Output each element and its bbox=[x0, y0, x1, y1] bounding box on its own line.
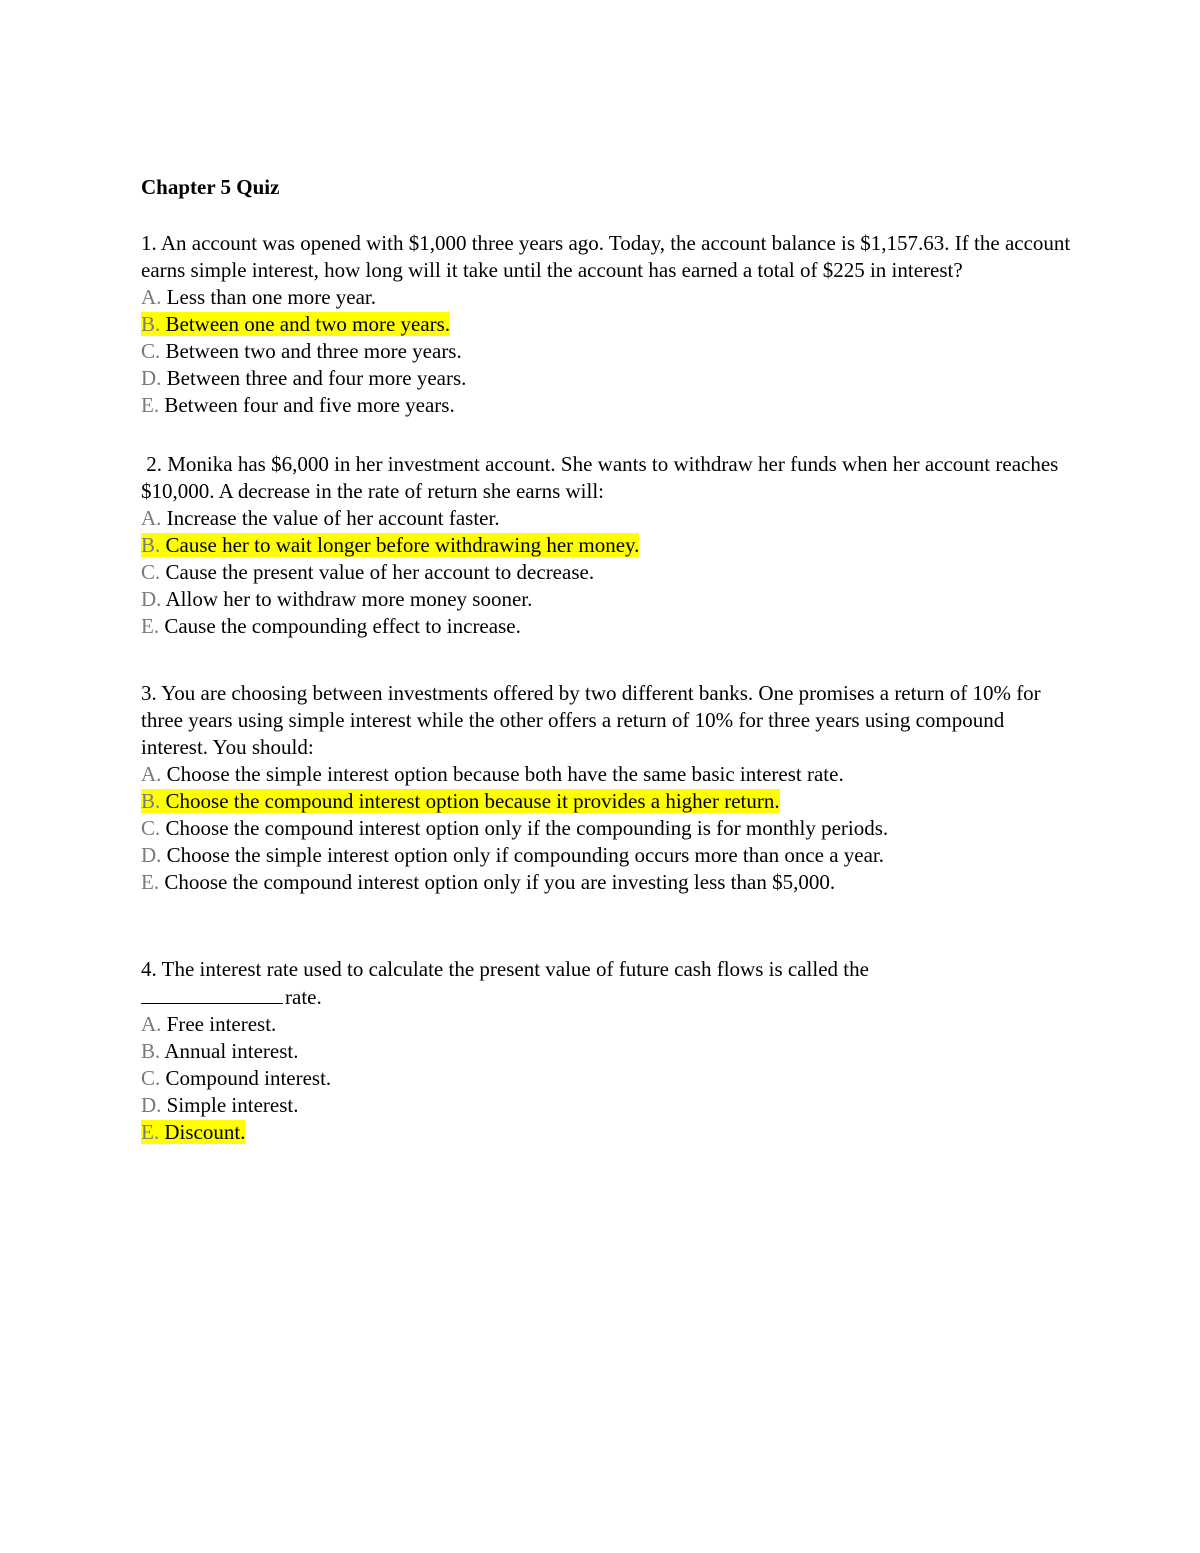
option-letter: D. bbox=[141, 366, 162, 390]
option-content bbox=[141, 843, 884, 867]
option-b bbox=[141, 311, 1071, 338]
option-a bbox=[141, 284, 1071, 311]
option-c bbox=[141, 1065, 1071, 1092]
option-content bbox=[141, 1012, 276, 1036]
question-stem: 2. Monika has $6,000 in her investment account. She wants to withdraw her funds when her account reaches $10,000. A decrease in the rate of return she earns will: bbox=[141, 452, 1064, 503]
option-text: Choose the compound interest option only if you are investing less than $5,000. bbox=[164, 870, 836, 894]
option-letter: B. bbox=[141, 1039, 161, 1063]
option-letter: A. bbox=[141, 506, 162, 530]
option-letter: E. bbox=[141, 393, 160, 417]
answer-options bbox=[141, 761, 1071, 896]
option-b bbox=[141, 532, 1071, 559]
option-text: Discount. bbox=[164, 1120, 246, 1144]
option-content bbox=[141, 1039, 299, 1063]
fill-in-blank bbox=[141, 983, 283, 1004]
option-e bbox=[141, 869, 1071, 896]
option-letter: B. bbox=[141, 533, 161, 557]
option-text: Cause the compounding effect to increase. bbox=[164, 614, 521, 638]
highlighted-answer bbox=[141, 312, 450, 336]
option-text: Choose the compound interest option because it provides a higher return. bbox=[165, 789, 780, 813]
option-e bbox=[141, 1119, 1071, 1146]
option-letter: E. bbox=[141, 614, 160, 638]
option-content bbox=[141, 614, 521, 638]
option-content bbox=[141, 870, 835, 894]
option-text: Choose the simple interest option because both have the same basic interest rate. bbox=[166, 762, 844, 786]
answer-options bbox=[141, 1011, 1071, 1146]
quiz-page bbox=[141, 173, 1071, 1146]
highlighted-answer bbox=[141, 533, 639, 557]
option-text: Allow her to withdraw more money sooner. bbox=[165, 587, 533, 611]
highlighted-answer bbox=[141, 1120, 245, 1144]
question-1 bbox=[141, 230, 1071, 419]
answer-options bbox=[141, 505, 1071, 640]
option-content bbox=[141, 560, 594, 584]
option-c bbox=[141, 815, 1071, 842]
option-letter: C. bbox=[141, 1066, 161, 1090]
option-letter: C. bbox=[141, 560, 161, 584]
option-content bbox=[141, 587, 532, 611]
question-2 bbox=[141, 451, 1071, 640]
option-letter: B. bbox=[141, 312, 161, 336]
option-text: Annual interest. bbox=[164, 1039, 299, 1063]
option-d bbox=[141, 365, 1071, 392]
question-stem-text: 4. The interest rate used to calculate the present value of future cash flows is called the bbox=[141, 957, 869, 981]
option-content bbox=[141, 1093, 299, 1117]
option-text: Between four and five more years. bbox=[164, 393, 455, 417]
option-letter: C. bbox=[141, 816, 161, 840]
option-a bbox=[141, 505, 1071, 532]
question-3 bbox=[141, 680, 1071, 896]
option-text: Between two and three more years. bbox=[165, 339, 462, 363]
option-letter: C. bbox=[141, 339, 161, 363]
option-text: Cause her to wait longer before withdrawing her money. bbox=[165, 533, 640, 557]
option-a bbox=[141, 1011, 1071, 1038]
option-text: Cause the present value of her account to decrease. bbox=[165, 560, 595, 584]
option-text: Choose the compound interest option only if the compounding is for monthly periods. bbox=[165, 816, 889, 840]
option-text: Simple interest. bbox=[166, 1093, 299, 1117]
option-letter: D. bbox=[141, 843, 162, 867]
option-d bbox=[141, 586, 1071, 613]
option-text: Between three and four more years. bbox=[166, 366, 467, 390]
option-text: Choose the simple interest option only if compounding occurs more than once a year. bbox=[166, 843, 885, 867]
option-content bbox=[141, 1066, 331, 1090]
option-content bbox=[141, 816, 888, 840]
option-d bbox=[141, 1092, 1071, 1119]
option-e bbox=[141, 392, 1071, 419]
option-content bbox=[141, 339, 462, 363]
option-letter: A. bbox=[141, 1012, 162, 1036]
question-stem: 3. You are choosing between investments offered by two different banks. One promises a return of 10% for three years using simple interest while the other offers a return of 10% for three years using compound interest. You should: bbox=[141, 681, 1041, 759]
option-text: Less than one more year. bbox=[166, 285, 377, 309]
option-letter: E. bbox=[141, 870, 160, 894]
option-text: Increase the value of her account faster. bbox=[166, 506, 500, 530]
option-content bbox=[141, 393, 455, 417]
option-letter: B. bbox=[141, 789, 161, 813]
question-4 bbox=[141, 956, 1071, 1146]
option-content bbox=[141, 285, 376, 309]
option-content bbox=[141, 762, 844, 786]
option-c bbox=[141, 338, 1071, 365]
option-c bbox=[141, 559, 1071, 586]
option-b bbox=[141, 1038, 1071, 1065]
option-content bbox=[141, 506, 500, 530]
option-letter: A. bbox=[141, 762, 162, 786]
option-b bbox=[141, 788, 1071, 815]
option-text: Compound interest. bbox=[165, 1066, 332, 1090]
question-stem: 1. An account was opened with $1,000 three years ago. Today, the account balance is $1,157.63. If the account earns simple interest, how long will it take until the account has earned a total of $225 in interest? bbox=[141, 231, 1071, 282]
option-d bbox=[141, 842, 1071, 869]
question-stem-suffix: rate. bbox=[285, 985, 322, 1009]
option-letter: D. bbox=[141, 1093, 162, 1117]
option-a bbox=[141, 761, 1071, 788]
question-stem bbox=[141, 956, 1071, 1011]
option-letter: E. bbox=[141, 1120, 160, 1144]
highlighted-answer bbox=[141, 789, 780, 813]
option-letter: D. bbox=[141, 587, 162, 611]
option-e bbox=[141, 613, 1071, 640]
option-text: Free interest. bbox=[166, 1012, 277, 1036]
option-letter: A. bbox=[141, 285, 162, 309]
answer-options bbox=[141, 284, 1071, 419]
option-content bbox=[141, 366, 466, 390]
page-title: Chapter 5 Quiz bbox=[141, 175, 280, 199]
option-text: Between one and two more years. bbox=[165, 312, 451, 336]
